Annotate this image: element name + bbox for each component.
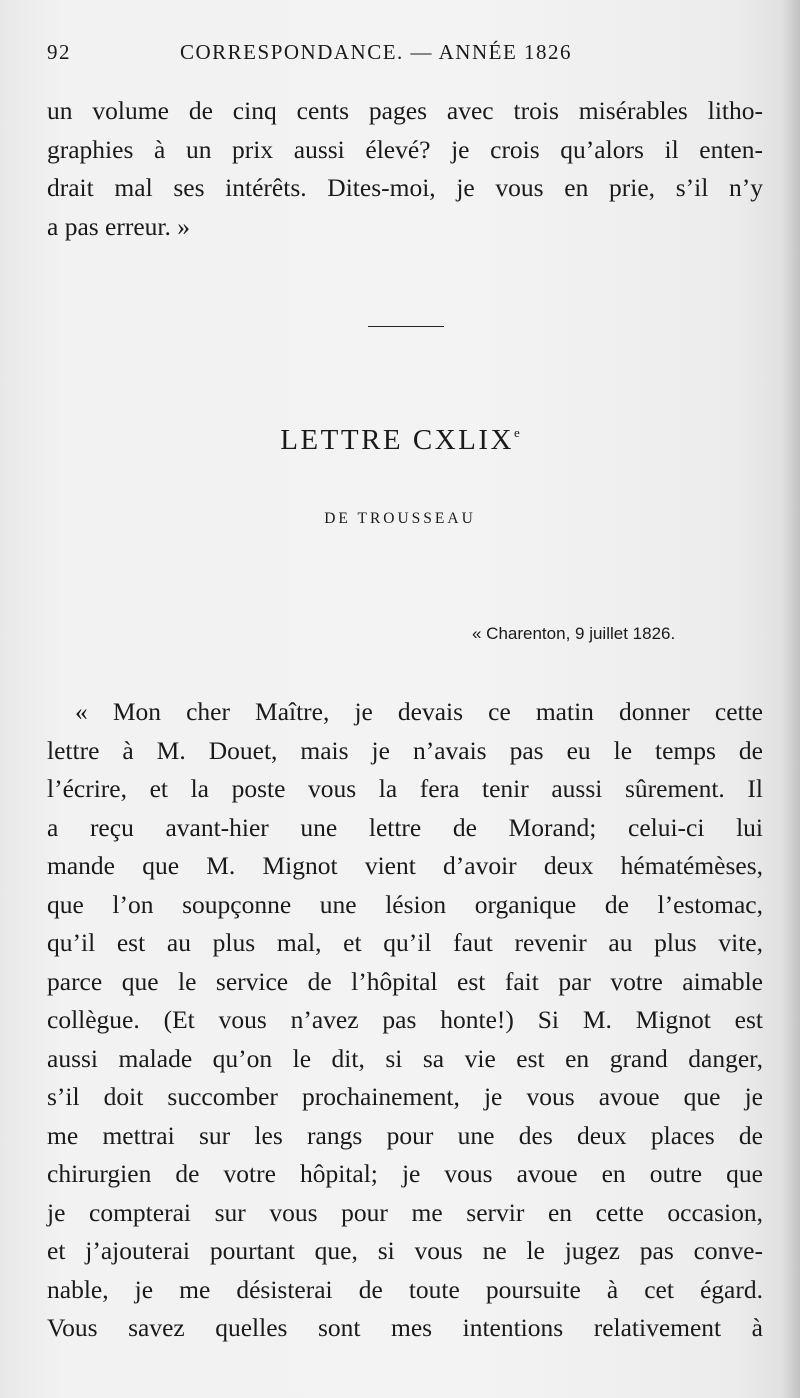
section-divider [368,326,444,327]
text-line: je compterai sur vous pour me servir en cette occasion, [47,1197,763,1227]
text-line: drait mal ses intérêts. Dites-moi, je vous en prie, s’il n’y [47,173,763,202]
continuation-paragraph [47,92,763,246]
text-line: l’écrire, et la poste vous la fera tenir aussi sûrement. Il [47,774,763,803]
text-line: parce que le service de l’hôpital est fait par votre aimable [47,966,763,996]
running-header [47,40,757,70]
text-line: collègue. (Et vous n’avez pas honte!) Si M. Mignot est [47,1005,763,1034]
letter-title-text: LETTRE CXLIX [280,424,514,456]
text-line: a pas erreur. » [47,211,191,241]
letter-author: DE TROUSSEAU [324,510,476,527]
text-line: nable, je me désisterai de toute poursuite à cet égard. [47,1274,763,1304]
text-line: graphies à un prix aussi élevé? je crois qu’alors il enten- [47,134,763,164]
text-line: lettre à M. Douet, mais je n’avais pas eu le temps de [47,735,763,765]
text-line: que l’on soupçonne une lésion organique de l’estomac, [47,889,763,919]
text-line: chirurgien de votre hôpital; je vous avoue en outre que [47,1159,763,1188]
letter-title [0,424,800,457]
running-title: CORRESPONDANCE. — ANNÉE 1826 [180,40,573,64]
text-line: et j’ajouterai pourtant que, si vous ne le jugez pas conve- [47,1236,763,1265]
text-line: aussi malade qu’on le dit, si sa vie est en grand danger, [47,1043,763,1073]
page-edge-shadow [782,0,800,1398]
text-line: a reçu avant-hier une lettre de Morand; celui-ci lui [47,812,763,842]
text-line: un volume de cinq cents pages avec trois misérables litho- [47,96,763,125]
text-line: me mettrai sur les rangs pour une des deux places de [47,1120,763,1150]
letter-title-suffix: e [513,425,520,440]
text-line: qu’il est au plus mal, et qu’il faut revenir au plus vite, [47,928,763,957]
text-line: Vous savez quelles sont mes intentions relativement à [47,1313,763,1342]
letter-dateline: « Charenton, 9 juillet 1826. [472,624,676,643]
text-line: « Mon cher Maître, je devais ce matin donner cette [75,697,763,726]
page-number: 92 [47,40,71,64]
letter-body [47,693,763,1348]
text-line: mande que M. Mignot vient d’avoir deux hématémèses, [47,851,763,880]
text-line: s’il doit succomber prochainement, je vous avoue que je [47,1082,763,1111]
